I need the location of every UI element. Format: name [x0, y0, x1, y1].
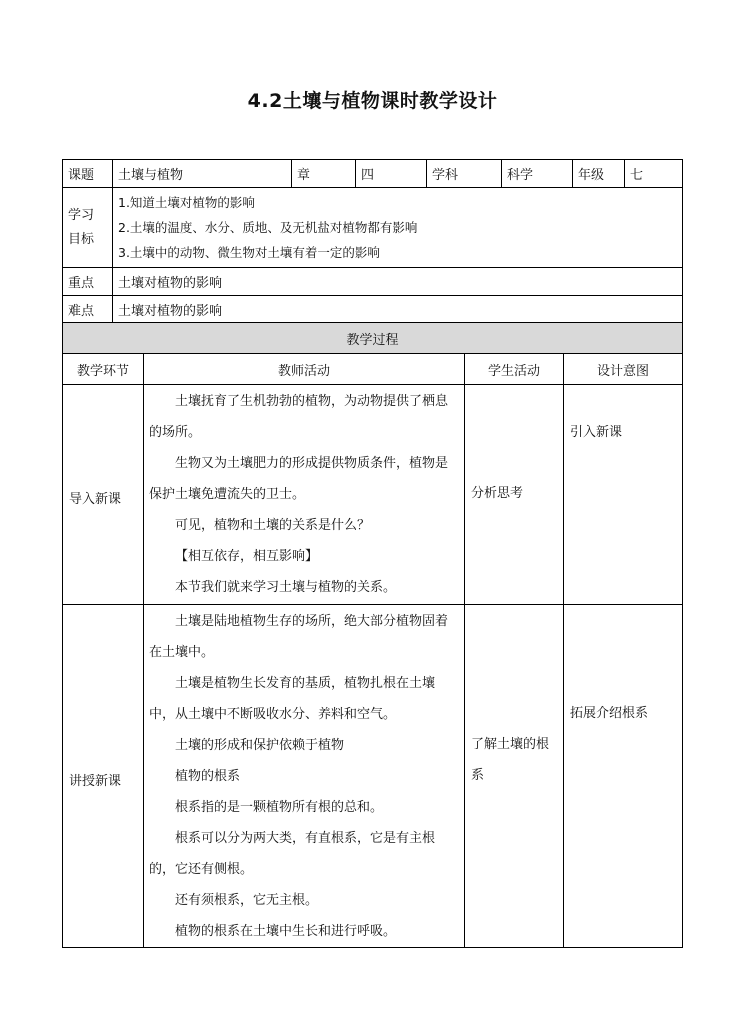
- subject-value: 科学: [502, 160, 573, 188]
- teacher-paragraph: 根系可以分为两大类，有直根系，它是有主根的，它还有侧根。: [149, 830, 436, 877]
- course-info-table: [62, 159, 683, 324]
- teacher-paragraph: 植物的根系在土壤中生长和进行呼吸。: [175, 923, 397, 939]
- teacher-paragraph: 还有须根系，它无主根。: [175, 892, 319, 908]
- stage-cell: 讲授新课: [63, 605, 144, 948]
- topic-value: 土壤与植物: [113, 160, 292, 188]
- key-point-value: 土壤对植物的影响: [113, 268, 683, 296]
- teacher-paragraph: 本节我们就来学习土壤与植物的关系。: [175, 580, 397, 595]
- teaching-process-table: [62, 322, 683, 948]
- stage-cell: 导入新课: [63, 385, 144, 605]
- teacher-paragraph: 可见，植物和土壤的关系是什么？: [175, 518, 371, 533]
- teacher-paragraph: 【相互依存，相互影响】: [175, 549, 319, 564]
- teacher-activity-cell: [144, 385, 465, 605]
- header-row: [63, 354, 683, 385]
- difficulty-label: 难点: [63, 296, 113, 324]
- topic-label: 课题: [63, 160, 113, 188]
- difficulty-value: 土壤对植物的影响: [113, 296, 683, 324]
- chapter-value: 四: [356, 160, 427, 188]
- student-activity-cell: 了解土壤的根系: [465, 605, 564, 948]
- table-row: [63, 605, 683, 948]
- objective-item: 2.土壤的温度、水分、质地、及无机盐对植物都有影响: [118, 220, 418, 235]
- teacher-paragraph: 土壤抚育了生机勃勃的植物，为动物提供了栖息的场所。: [149, 394, 449, 440]
- objectives-label: 学习 目标: [63, 188, 113, 268]
- teacher-paragraph: 土壤的形成和保护依赖于植物: [175, 737, 345, 753]
- header-teacher: 教师活动: [144, 354, 465, 385]
- objective-item: 3.土壤中的动物、微生物对土壤有着一定的影响: [118, 245, 380, 260]
- table-row: [63, 385, 683, 605]
- teacher-paragraph: 生物又为土壤肥力的形成提供物质条件，植物是保护土壤免遭流失的卫士。: [149, 456, 449, 502]
- key-point-label: 重点: [63, 268, 113, 296]
- student-activity-cell: 分析思考: [465, 385, 564, 605]
- objective-item: 1.知道土壤对植物的影响: [118, 195, 255, 210]
- info-row: [63, 160, 683, 188]
- objectives-row: [63, 188, 683, 268]
- teacher-activity-cell: [144, 605, 465, 948]
- header-stage: 教学环节: [63, 354, 144, 385]
- teacher-paragraph: 植物的根系: [175, 768, 241, 784]
- objectives-list: [113, 188, 683, 268]
- header-intent: 设计意图: [564, 354, 683, 385]
- teacher-paragraph: 土壤是陆地植物生存的场所，绝大部分植物固着在土壤中。: [149, 613, 449, 660]
- teacher-paragraph: 根系指的是一颗植物所有根的总和。: [175, 799, 384, 815]
- teacher-paragraph: 土壤是植物生长发育的基质，植物扎根在土壤中，从土壤中不断吸收水分、养料和空气。: [149, 675, 436, 722]
- grade-label: 年级: [573, 160, 625, 188]
- header-student: 学生活动: [465, 354, 564, 385]
- subject-label: 学科: [427, 160, 502, 188]
- grade-value: 七: [625, 160, 683, 188]
- chapter-label: 章: [292, 160, 356, 188]
- difficulty-row: [63, 296, 683, 324]
- document-title: 4.2土壤与植物课时教学设计: [247, 90, 498, 112]
- section-title: 教学过程: [63, 323, 683, 354]
- design-intent-cell: 引入新课: [564, 385, 683, 605]
- key-point-row: [63, 268, 683, 296]
- design-intent-cell: 拓展介绍根系: [564, 605, 683, 948]
